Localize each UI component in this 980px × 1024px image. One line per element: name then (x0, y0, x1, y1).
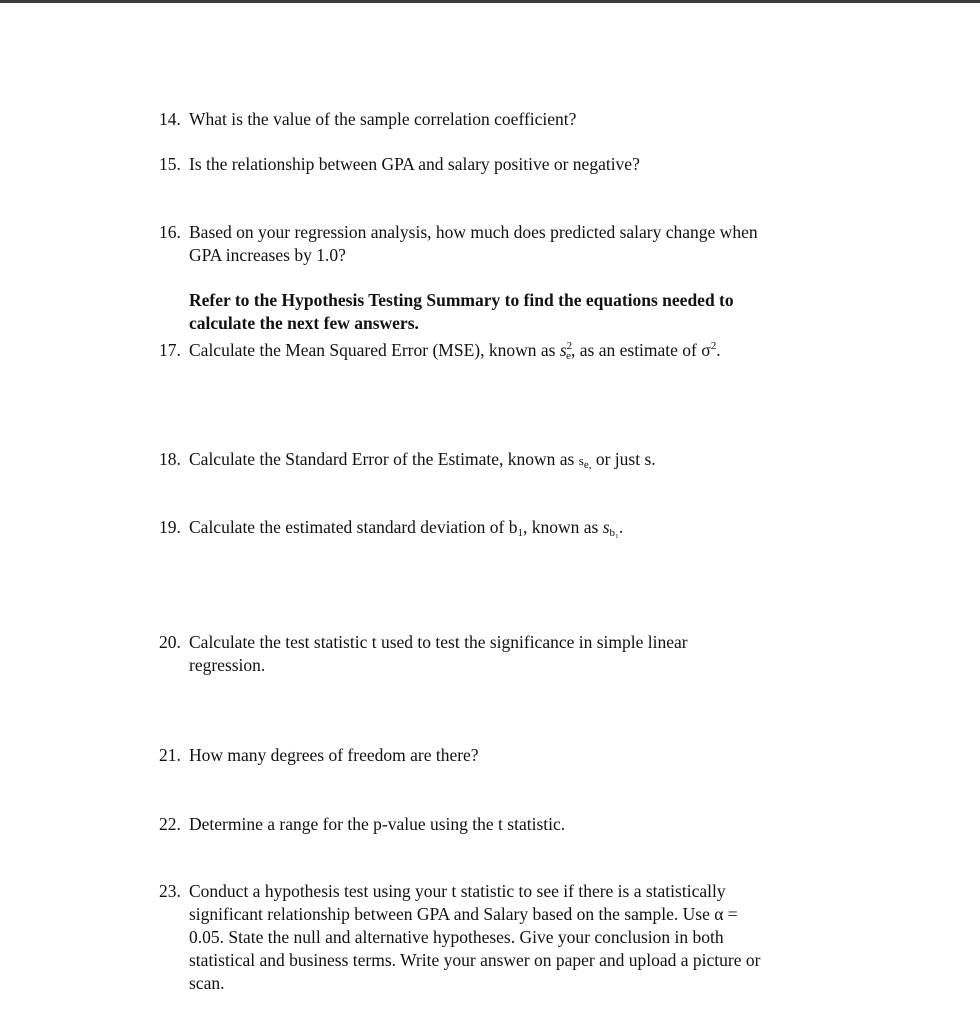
question-text: Calculate the estimated standard deviation of b (189, 517, 518, 537)
question-16 (159, 221, 758, 267)
question-text-cont: , as an estimate of σ (571, 340, 711, 360)
question-text: How many degrees of freedom are there? (189, 745, 479, 765)
b-subscript: 1 (517, 527, 524, 539)
question-text-line-3: 0.05. State the null and alternative hypotheses. Give your conclusion in both (189, 927, 724, 947)
question-text-line-2: significant relationship between GPA and Salary based on the sample. Use α = (189, 904, 738, 924)
question-15 (159, 153, 640, 176)
question-14 (159, 108, 576, 131)
question-18 (159, 448, 656, 477)
question-number: 20. (159, 632, 181, 652)
question-text: What is the value of the sample correlation coefficient? (189, 109, 577, 129)
question-23 (159, 880, 760, 995)
question-number: 23. (159, 881, 181, 901)
question-text-line-4: statistical and business terms. Write your answer on paper and upload a picture or (189, 950, 761, 970)
question-text-line-2: GPA increases by 1.0? (189, 245, 346, 265)
question-number: 21. (159, 745, 181, 765)
question-text: Determine a range for the p-value using the t statistic. (189, 814, 566, 834)
question-text-cont: or just s. (591, 449, 656, 469)
mse-symbol: $s^2_e$ (559, 340, 573, 362)
question-text: Calculate the Standard Error of the Estimate, known as (189, 449, 579, 469)
question-number: 17. (159, 340, 181, 360)
sigma-exponent: 2 (710, 340, 717, 352)
question-text-line-1: Based on your regression analysis, how much does predicted salary change when (189, 222, 758, 242)
question-text: Calculate the Mean Squared Error (MSE), known as (189, 340, 560, 360)
question-text-line-5: scan. (189, 973, 225, 993)
period: . (618, 517, 624, 537)
question-number: 19. (159, 517, 181, 537)
question-text-line-1: Calculate the test statistic t used to test the significance in simple linear (189, 632, 688, 652)
question-22 (159, 813, 565, 836)
question-number: 14. (159, 109, 181, 129)
question-20 (159, 631, 688, 677)
question-text-cont: , known as (523, 517, 603, 537)
question-number: 15. (159, 154, 181, 174)
instruction-note-line-2: calculate the next few answers. (189, 313, 419, 333)
question-text-line-2: regression. (189, 655, 266, 675)
question-21 (159, 744, 479, 767)
question-number: 18. (159, 449, 181, 469)
se-symbol: $s_{e,}$ (578, 453, 592, 471)
question-19 (159, 516, 623, 545)
question-number: 22. (159, 814, 181, 834)
question-text-line-1: Conduct a hypothesis test using your t statistic to see if there is a statistically (189, 881, 726, 901)
question-17 (159, 335, 721, 368)
instruction-note-line-1: Refer to the Hypothesis Testing Summary to find the equations needed to (189, 290, 734, 310)
period: . (716, 340, 721, 360)
question-text: Is the relationship between GPA and salary positive or negative? (189, 154, 640, 174)
sb1-symbol: $s_{b_1}$ (602, 517, 619, 539)
question-number: 16. (159, 222, 181, 242)
